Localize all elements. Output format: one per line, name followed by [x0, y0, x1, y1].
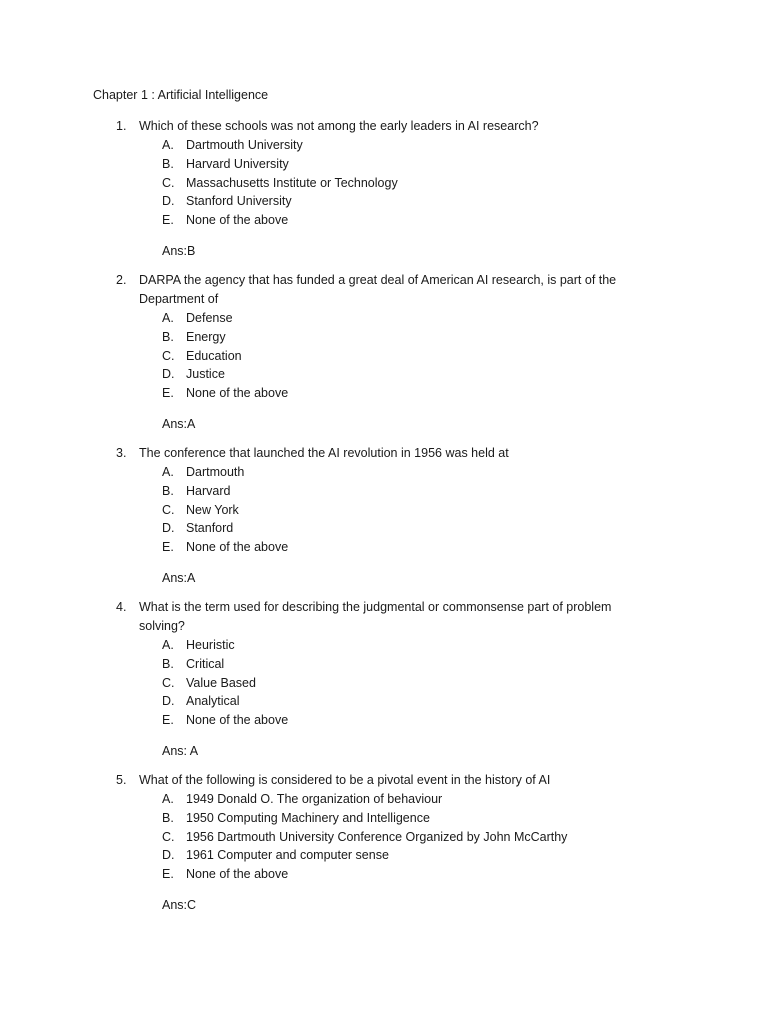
option-text: Dartmouth University: [186, 138, 303, 152]
option-item: [0, 347, 768, 366]
option-text: Energy: [186, 329, 226, 344]
question-item: [0, 444, 768, 588]
question-text: What of the following is considered to be a pivotal event in the history of AI: [139, 772, 551, 787]
question-item: [0, 271, 768, 434]
option-letter: E.: [162, 867, 174, 882]
option-letter: A.: [162, 637, 174, 652]
option-item: [0, 365, 768, 384]
answer-label: Ans:A: [162, 416, 196, 431]
option-letter: A.: [162, 464, 174, 479]
option-letter: D.: [162, 848, 175, 863]
option-item: [0, 328, 768, 347]
option-letter: C.: [162, 502, 175, 517]
option-letter: C.: [162, 175, 175, 190]
option-item: [0, 501, 768, 520]
option-letter: A.: [162, 138, 174, 152]
chapter-title: Chapter 1 : Artificial Intelligence: [93, 88, 269, 102]
option-item: [0, 790, 768, 809]
answer-label: Ans:A: [162, 570, 196, 585]
question-text: The conference that launched the AI revolution in 1956 was held at: [139, 445, 509, 460]
option-text: Harvard University: [186, 156, 289, 171]
option-letter: C.: [162, 675, 175, 690]
option-text: Harvard: [186, 483, 231, 498]
option-letter: D.: [162, 367, 175, 382]
option-letter: E.: [162, 213, 174, 228]
option-text: None of the above: [186, 213, 289, 228]
option-item: [0, 136, 768, 155]
question-number: 5.: [116, 772, 127, 787]
option-letter: E.: [162, 386, 174, 401]
question-number: 2.: [116, 272, 127, 287]
option-text: Critical: [186, 656, 225, 671]
option-item: [0, 846, 768, 865]
question-row: [0, 117, 659, 136]
option-text: None of the above: [186, 386, 289, 401]
option-text: Value Based: [186, 675, 256, 690]
option-letter: B.: [162, 656, 174, 671]
option-text: Defense: [186, 310, 233, 325]
question-list: [0, 117, 768, 925]
option-item: [0, 809, 768, 828]
option-text: None of the above: [186, 540, 289, 555]
question-row: [0, 444, 659, 463]
option-item: [0, 711, 768, 730]
option-letter: C.: [162, 829, 175, 844]
option-item: [0, 519, 768, 538]
option-letter: B.: [162, 483, 174, 498]
question-row: [0, 598, 659, 636]
question-item: [0, 598, 768, 761]
option-item: [0, 192, 768, 211]
option-text: Stanford: [186, 521, 234, 536]
option-text: Heuristic: [186, 637, 235, 652]
question-text: Which of these schools was not among the early leaders in AI research?: [139, 119, 539, 133]
option-item: [0, 674, 768, 693]
option-letter: E.: [162, 713, 174, 728]
option-item: [0, 174, 768, 193]
question-item: [0, 771, 768, 915]
question-row: [0, 771, 659, 790]
option-list: [0, 636, 768, 730]
option-text: Dartmouth: [186, 464, 245, 479]
option-list: [0, 463, 768, 557]
option-text: 1956 Dartmouth University Conference Organized by John McCarthy: [186, 829, 568, 844]
option-list: [0, 790, 768, 884]
option-text: Massachusetts Institute or Technology: [186, 175, 398, 190]
option-letter: B.: [162, 329, 174, 344]
option-text: None of the above: [186, 867, 289, 882]
option-item: [0, 309, 768, 328]
option-item: [0, 155, 768, 174]
question-number: 1.: [116, 119, 127, 133]
option-letter: E.: [162, 540, 174, 555]
option-letter: D.: [162, 694, 175, 709]
answer-label: Ans:C: [162, 897, 197, 912]
option-letter: A.: [162, 310, 174, 325]
option-text: Education: [186, 348, 242, 363]
option-item: [0, 211, 768, 230]
option-item: [0, 482, 768, 501]
option-text: None of the above: [186, 713, 289, 728]
option-text: Stanford University: [186, 194, 292, 209]
question-text: What is the term used for describing the judgmental or commonsense part of problem solving?: [139, 599, 612, 633]
option-item: [0, 865, 768, 884]
option-letter: C.: [162, 348, 175, 363]
option-item: [0, 692, 768, 711]
answer-label: Ans:B: [162, 243, 196, 258]
option-item: [0, 538, 768, 557]
option-item: [0, 655, 768, 674]
option-letter: B.: [162, 810, 174, 825]
option-letter: A.: [162, 791, 174, 806]
option-letter: D.: [162, 521, 175, 536]
option-item: [0, 463, 768, 482]
option-text: Justice: [186, 367, 225, 382]
option-letter: D.: [162, 194, 175, 209]
option-list: [0, 309, 768, 403]
answer-label: Ans: A: [162, 743, 199, 758]
option-list: [0, 136, 768, 230]
question-text: DARPA the agency that has funded a great deal of American AI research, is part of the Department of: [139, 272, 617, 306]
option-item: [0, 384, 768, 403]
option-letter: B.: [162, 156, 174, 171]
option-item: [0, 636, 768, 655]
option-text: 1949 Donald O. The organization of behaviour: [186, 791, 443, 806]
option-text: New York: [186, 502, 239, 517]
option-text: Analytical: [186, 694, 240, 709]
question-number: 3.: [116, 445, 127, 460]
question-item: [0, 117, 768, 261]
question-number: 4.: [116, 599, 127, 614]
option-text: 1950 Computing Machinery and Intelligence: [186, 810, 430, 825]
question-row: [0, 271, 659, 309]
option-text: 1961 Computer and computer sense: [186, 848, 389, 863]
option-item: [0, 828, 768, 847]
